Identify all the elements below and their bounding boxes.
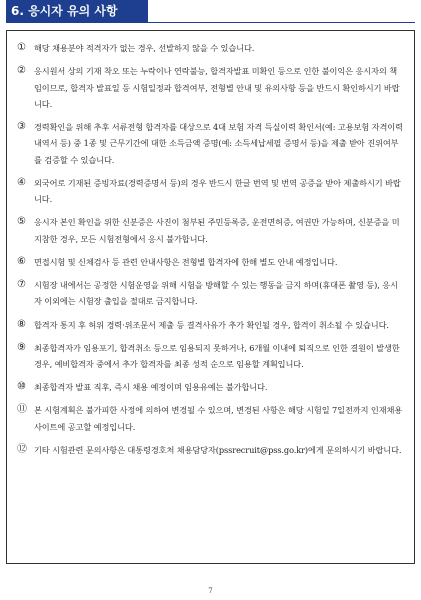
item-number: ⑫: [17, 443, 27, 455]
item-text: 응시원서 상의 기재 착오 또는 누락이나 연락불능, 합격자발표 미확인 등으로 인한 불이익은 응시자의 책임이므로, 합격자 발표일 등 시험일정과 합격여부, 전형별 안내 및 유의사항 등을 반드시 확인하시기 바랍니다.: [34, 66, 400, 109]
notice-item: [17, 119, 404, 168]
item-number: ⑪: [17, 404, 27, 416]
item-number: ⑩: [17, 381, 26, 393]
item-text: 시험장 내에서는 공정한 시험운영을 위해 시험을 방해할 수 있는 행동을 금지 하며(휴대폰 촬영 등), 응시자 이외에는 시험장 출입을 절대로 금지합니다.: [34, 280, 398, 307]
notice-item: [17, 379, 404, 395]
notice-item: [17, 402, 404, 435]
item-number: ③: [17, 121, 26, 132]
notice-item: [17, 317, 404, 333]
item-number: ②: [17, 65, 26, 77]
notice-item: [17, 277, 404, 310]
item-text: 최종합격자 발표 직후, 즉시 채용 예정이며 임용유예는 불가합니다.: [34, 382, 268, 393]
item-number: ⑨: [17, 341, 26, 353]
item-text: 면접시험 및 신체검사 등 관련 안내사항은 전형별 합격자에 한해 별도 안내 예정입니다.: [34, 256, 338, 267]
notice-item: [17, 214, 404, 247]
section-title: 6. 응시자 유의 사항: [6, 0, 148, 22]
item-number: ⑦: [17, 279, 26, 290]
notice-item: [17, 175, 404, 208]
notice-item: [17, 442, 404, 458]
item-number: ⑤: [17, 216, 26, 228]
notice-item: [17, 340, 404, 373]
page-number: 7: [208, 587, 213, 595]
notice-item: [17, 254, 404, 270]
notice-box: [6, 30, 415, 564]
item-number: ④: [17, 176, 26, 188]
item-text: 해당 채용분야 적격자가 없는 경우, 선발하지 않을 수 있습니다.: [34, 43, 255, 53]
notice-item: [17, 63, 404, 112]
item-text: 합격자 통지 후 허위 경력·위조문서 제출 등 결격사유가 추가 확인될 경우, 합격이 취소될 수 있습니다.: [34, 319, 389, 330]
header-rule: [6, 22, 415, 23]
item-text: 경력확인을 위해 추후 서류전형 합격자를 대상으로 4대 보험 자격 득실이력 확인서(예: 고용보험 자격이력내역서 등) 중 1종 및 근무기간에 대한 소득금액 증명(예: 소득세납세필 증명서 등)을 제출 받아 진위여부를 검증할 수 있습니다.: [34, 122, 403, 165]
item-text: 외국어로 기재된 증빙자료(경력증명서 등)의 경우 반드시 한글 번역 및 번역 공증을 받아 제출하시기 바랍니다.: [34, 177, 401, 205]
item-number: ⑧: [17, 318, 26, 330]
item-number: ①: [17, 42, 26, 53]
item-text: 기타 시험관련 문의사항은 대통령경호처 채용담당자(pssrecruit@pss.go.kr)에게 문의하시기 바랍니다.: [34, 444, 402, 455]
item-text: 본 시험계획은 불가피한 사정에 의하여 변경될 수 있으며, 변경된 사항은 해당 시험일 7일전까지 인재채용사이트에 공고할 예정입니다.: [34, 405, 403, 432]
item-text: 응시자 본인 확인을 위한 신분증은 사진이 첨부된 주민등록증, 운전면허증, 여권만 가능하며, 신분증을 미지참한 경우, 모든 시험전형에서 응시 불가합니다.: [34, 217, 400, 244]
item-number: ⑥: [17, 255, 26, 267]
item-text: 최종합격자가 임용포기, 합격취소 등으로 임용되지 못하거나, 6개월 이내에 퇴직으로 인한 결원이 발생한 경우, 예비합격자 중에서 추가 합격자를 최종 성적 순으로 임용할 계획입니다.: [34, 342, 400, 369]
notice-item: [17, 40, 404, 56]
